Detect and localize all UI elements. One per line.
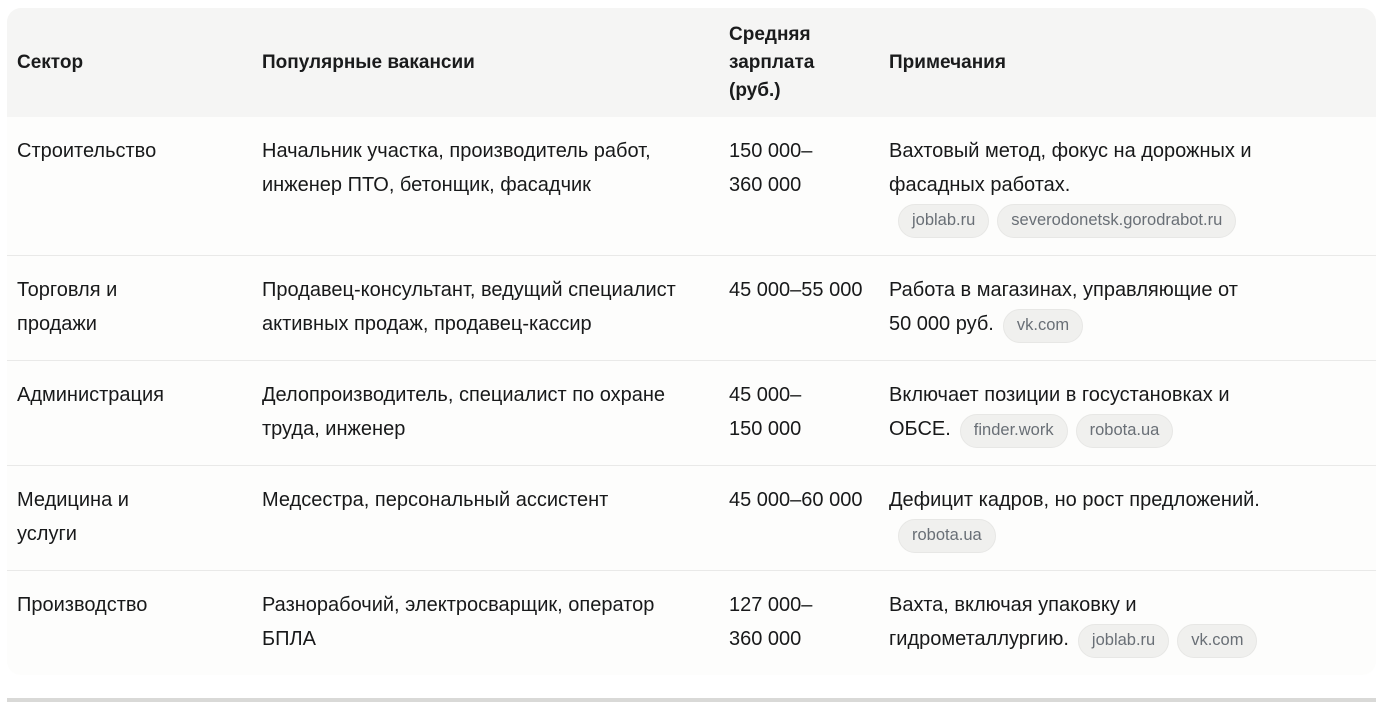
notes-cell — [879, 571, 1279, 675]
column-header-salary: Средняя зарплата (руб.) — [729, 23, 815, 101]
source-pill[interactable]: joblab.ru — [1078, 624, 1169, 658]
salary-cell: 150 000–360 000 — [729, 140, 813, 196]
vacancies-cell: Делопроизводитель, специалист по охране труда, инженер — [262, 384, 666, 440]
notes-text: Вахтовый метод, фокус на дорожных и фасадных работах. — [889, 140, 1252, 196]
source-pills — [898, 519, 996, 553]
column-header-notes: Примечания — [889, 51, 1006, 73]
source-pills — [960, 414, 1174, 448]
vacancies-cell: Продавец-консультант, ведущий специалист активных продаж, продавец-кассир — [262, 279, 676, 335]
sector-cell: Производство — [17, 594, 148, 616]
table-row — [7, 465, 1376, 570]
notes-cell — [879, 466, 1279, 570]
notes-cell — [879, 117, 1279, 255]
table-row — [7, 255, 1376, 360]
source-pill[interactable]: severodonetsk.gorodrabot.ru — [997, 204, 1236, 238]
table-row — [7, 117, 1376, 255]
notes-cell — [879, 361, 1279, 465]
sector-cell: Строительство — [17, 140, 157, 162]
source-pill[interactable]: robota.ua — [898, 519, 996, 553]
salary-cell: 45 000–55 000 — [729, 279, 863, 301]
source-pills — [1078, 624, 1258, 658]
column-header-vacancies: Популярные вакансии — [262, 51, 475, 73]
source-pill[interactable]: robota.ua — [1076, 414, 1174, 448]
table-body — [7, 117, 1376, 675]
source-pill[interactable]: joblab.ru — [898, 204, 989, 238]
jobs-table — [7, 8, 1376, 675]
source-pills — [1003, 309, 1083, 343]
salary-cell: 127 000–360 000 — [729, 594, 813, 650]
table-header-row — [7, 8, 1376, 117]
column-header-sector: Сектор — [17, 51, 84, 73]
source-pills — [898, 204, 1236, 238]
vacancies-cell: Разнорабочий, электросварщик, оператор БПЛА — [262, 594, 655, 650]
notes-text: Дефицит кадров, но рост предложений. — [889, 489, 1260, 511]
sector-cell: Медицина и услуги — [17, 489, 129, 545]
notes-text: Включает позиции в госустановках и ОБСЕ. — [889, 384, 1230, 440]
source-pill[interactable]: finder.work — [960, 414, 1068, 448]
vacancies-cell: Начальник участка, производитель работ, инженер ПТО, бетонщик, фасадчик — [262, 140, 651, 196]
table-row — [7, 360, 1376, 465]
notes-text: Вахта, включая упаковку и гидрометаллургию. — [889, 594, 1137, 650]
salary-cell: 45 000–60 000 — [729, 489, 863, 511]
sector-cell: Торговля и продажи — [17, 279, 118, 335]
vacancies-cell: Медсестра, персональный ассистент — [262, 489, 609, 511]
notes-text: Работа в магазинах, управляющие от 50 000 руб. — [889, 279, 1238, 335]
source-pill[interactable]: vk.com — [1177, 624, 1257, 658]
notes-cell — [879, 256, 1279, 360]
sector-cell: Администрация — [17, 384, 165, 406]
salary-cell: 45 000–150 000 — [729, 384, 802, 440]
bottom-divider — [7, 698, 1376, 702]
source-pill[interactable]: vk.com — [1003, 309, 1083, 343]
table-row — [7, 570, 1376, 675]
